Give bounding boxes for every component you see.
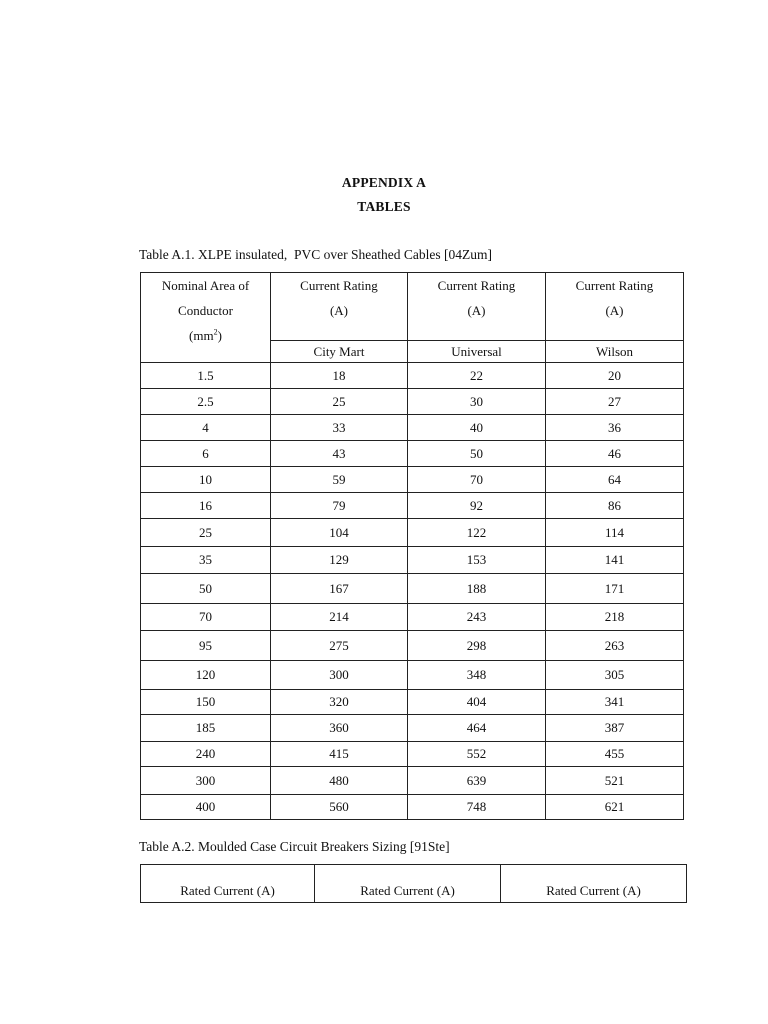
table-row [141, 742, 684, 767]
circuit-breaker-table [140, 864, 687, 903]
section-title: TABLES [357, 199, 411, 214]
cell-city-mart: 167 [271, 574, 408, 604]
cell-city-mart: 33 [271, 415, 408, 441]
header-rating-label: Current Rating [300, 278, 378, 293]
header-rating-label: Current Rating [575, 278, 654, 293]
brand-city-mart: City Mart [271, 341, 408, 363]
cell-universal: 188 [408, 574, 546, 604]
table-row [141, 363, 684, 389]
cell-city-mart: 129 [271, 547, 408, 574]
cell-nominal-area: 4 [141, 415, 271, 441]
header-current-rating-3 [546, 273, 684, 341]
cell-wilson: 64 [546, 467, 684, 493]
cable-rating-table [140, 272, 684, 820]
cell-universal: 30 [408, 389, 546, 415]
brand-wilson: Wilson [546, 341, 684, 363]
cell-wilson: 341 [546, 690, 684, 715]
cell-city-mart: 59 [271, 467, 408, 493]
table-row [141, 661, 684, 690]
cell-universal: 552 [408, 742, 546, 767]
cell-city-mart: 43 [271, 441, 408, 467]
cell-city-mart: 360 [271, 715, 408, 742]
table-row [141, 604, 684, 631]
header-rating-unit: (A) [605, 303, 624, 318]
header-rating-unit: (A) [329, 303, 349, 318]
cell-wilson: 141 [546, 547, 684, 574]
table1-body [141, 363, 684, 820]
cell-city-mart: 560 [271, 795, 408, 820]
cell-nominal-area: 120 [141, 661, 271, 690]
cell-wilson: 218 [546, 604, 684, 631]
cell-nominal-area: 400 [141, 795, 271, 820]
header-rating-label: Current Rating [437, 278, 516, 293]
cell-city-mart: 104 [271, 519, 408, 547]
table-row [141, 389, 684, 415]
cell-wilson: 455 [546, 742, 684, 767]
cell-city-mart: 415 [271, 742, 408, 767]
table1-caption: Table A.1. XLPE insulated, PVC over Sheathed Cables [04Zum] [139, 247, 492, 262]
cell-universal: 298 [408, 631, 546, 661]
cell-wilson: 171 [546, 574, 684, 604]
cell-universal: 639 [408, 767, 546, 795]
cell-city-mart: 25 [271, 389, 408, 415]
cell-nominal-area: 300 [141, 767, 271, 795]
header-nominal-area [141, 273, 271, 363]
cell-city-mart: 18 [271, 363, 408, 389]
cell-nominal-area: 25 [141, 519, 271, 547]
table2-header-row [141, 865, 687, 903]
table-row [141, 415, 684, 441]
cell-universal: 464 [408, 715, 546, 742]
header-current-rating-2 [408, 273, 546, 341]
cell-wilson: 46 [546, 441, 684, 467]
header-current-rating-1 [271, 273, 408, 341]
cell-city-mart: 275 [271, 631, 408, 661]
cell-city-mart: 480 [271, 767, 408, 795]
cell-nominal-area: 185 [141, 715, 271, 742]
cell-nominal-area: 240 [141, 742, 271, 767]
cell-nominal-area: 70 [141, 604, 271, 631]
table2-header-cell: Rated Current (A) [501, 865, 687, 903]
cell-universal: 243 [408, 604, 546, 631]
header-rating-unit: (A) [467, 303, 486, 318]
table-row [141, 441, 684, 467]
table2-header-cell: Rated Current (A) [141, 865, 315, 903]
cell-universal: 122 [408, 519, 546, 547]
cell-universal: 748 [408, 795, 546, 820]
table-row [141, 574, 684, 604]
cell-wilson: 114 [546, 519, 684, 547]
cell-universal: 92 [408, 493, 546, 519]
cell-nominal-area: 150 [141, 690, 271, 715]
cell-nominal-area: 95 [141, 631, 271, 661]
cell-wilson: 305 [546, 661, 684, 690]
table-row [141, 493, 684, 519]
header-nominal-area-line1: Nominal Area of [161, 278, 250, 293]
cell-universal: 404 [408, 690, 546, 715]
table-row [141, 547, 684, 574]
cell-wilson: 521 [546, 767, 684, 795]
table-row [141, 715, 684, 742]
cell-wilson: 86 [546, 493, 684, 519]
cell-city-mart: 214 [271, 604, 408, 631]
cell-nominal-area: 16 [141, 493, 271, 519]
cell-wilson: 20 [546, 363, 684, 389]
cell-nominal-area: 35 [141, 547, 271, 574]
cell-universal: 70 [408, 467, 546, 493]
cell-universal: 40 [408, 415, 546, 441]
table-row [141, 767, 684, 795]
cell-city-mart: 320 [271, 690, 408, 715]
table-row [141, 631, 684, 661]
cell-wilson: 36 [546, 415, 684, 441]
cell-nominal-area: 10 [141, 467, 271, 493]
cell-nominal-area: 2.5 [141, 389, 271, 415]
table-row [141, 690, 684, 715]
table2-caption: Table A.2. Moulded Case Circuit Breakers Sizing [91Ste] [139, 839, 450, 854]
brand-universal: Universal [408, 341, 546, 363]
cell-universal: 153 [408, 547, 546, 574]
table-row [141, 795, 684, 820]
table1-header-row [141, 273, 684, 341]
cell-city-mart: 79 [271, 493, 408, 519]
cell-nominal-area: 6 [141, 441, 271, 467]
header-nominal-area-line2: Conductor [178, 303, 233, 318]
cell-nominal-area: 1.5 [141, 363, 271, 389]
table-row [141, 519, 684, 547]
cell-nominal-area: 50 [141, 574, 271, 604]
header-nominal-area-unit: $(mm^2)$ [189, 327, 222, 343]
cell-universal: 348 [408, 661, 546, 690]
table-row [141, 467, 684, 493]
cell-wilson: 27 [546, 389, 684, 415]
cell-wilson: 263 [546, 631, 684, 661]
table2-header-cell: Rated Current (A) [315, 865, 501, 903]
cell-city-mart: 300 [271, 661, 408, 690]
appendix-title: APPENDIX A [341, 175, 427, 190]
cell-universal: 50 [408, 441, 546, 467]
cell-universal: 22 [408, 363, 546, 389]
cell-wilson: 621 [546, 795, 684, 820]
cell-wilson: 387 [546, 715, 684, 742]
